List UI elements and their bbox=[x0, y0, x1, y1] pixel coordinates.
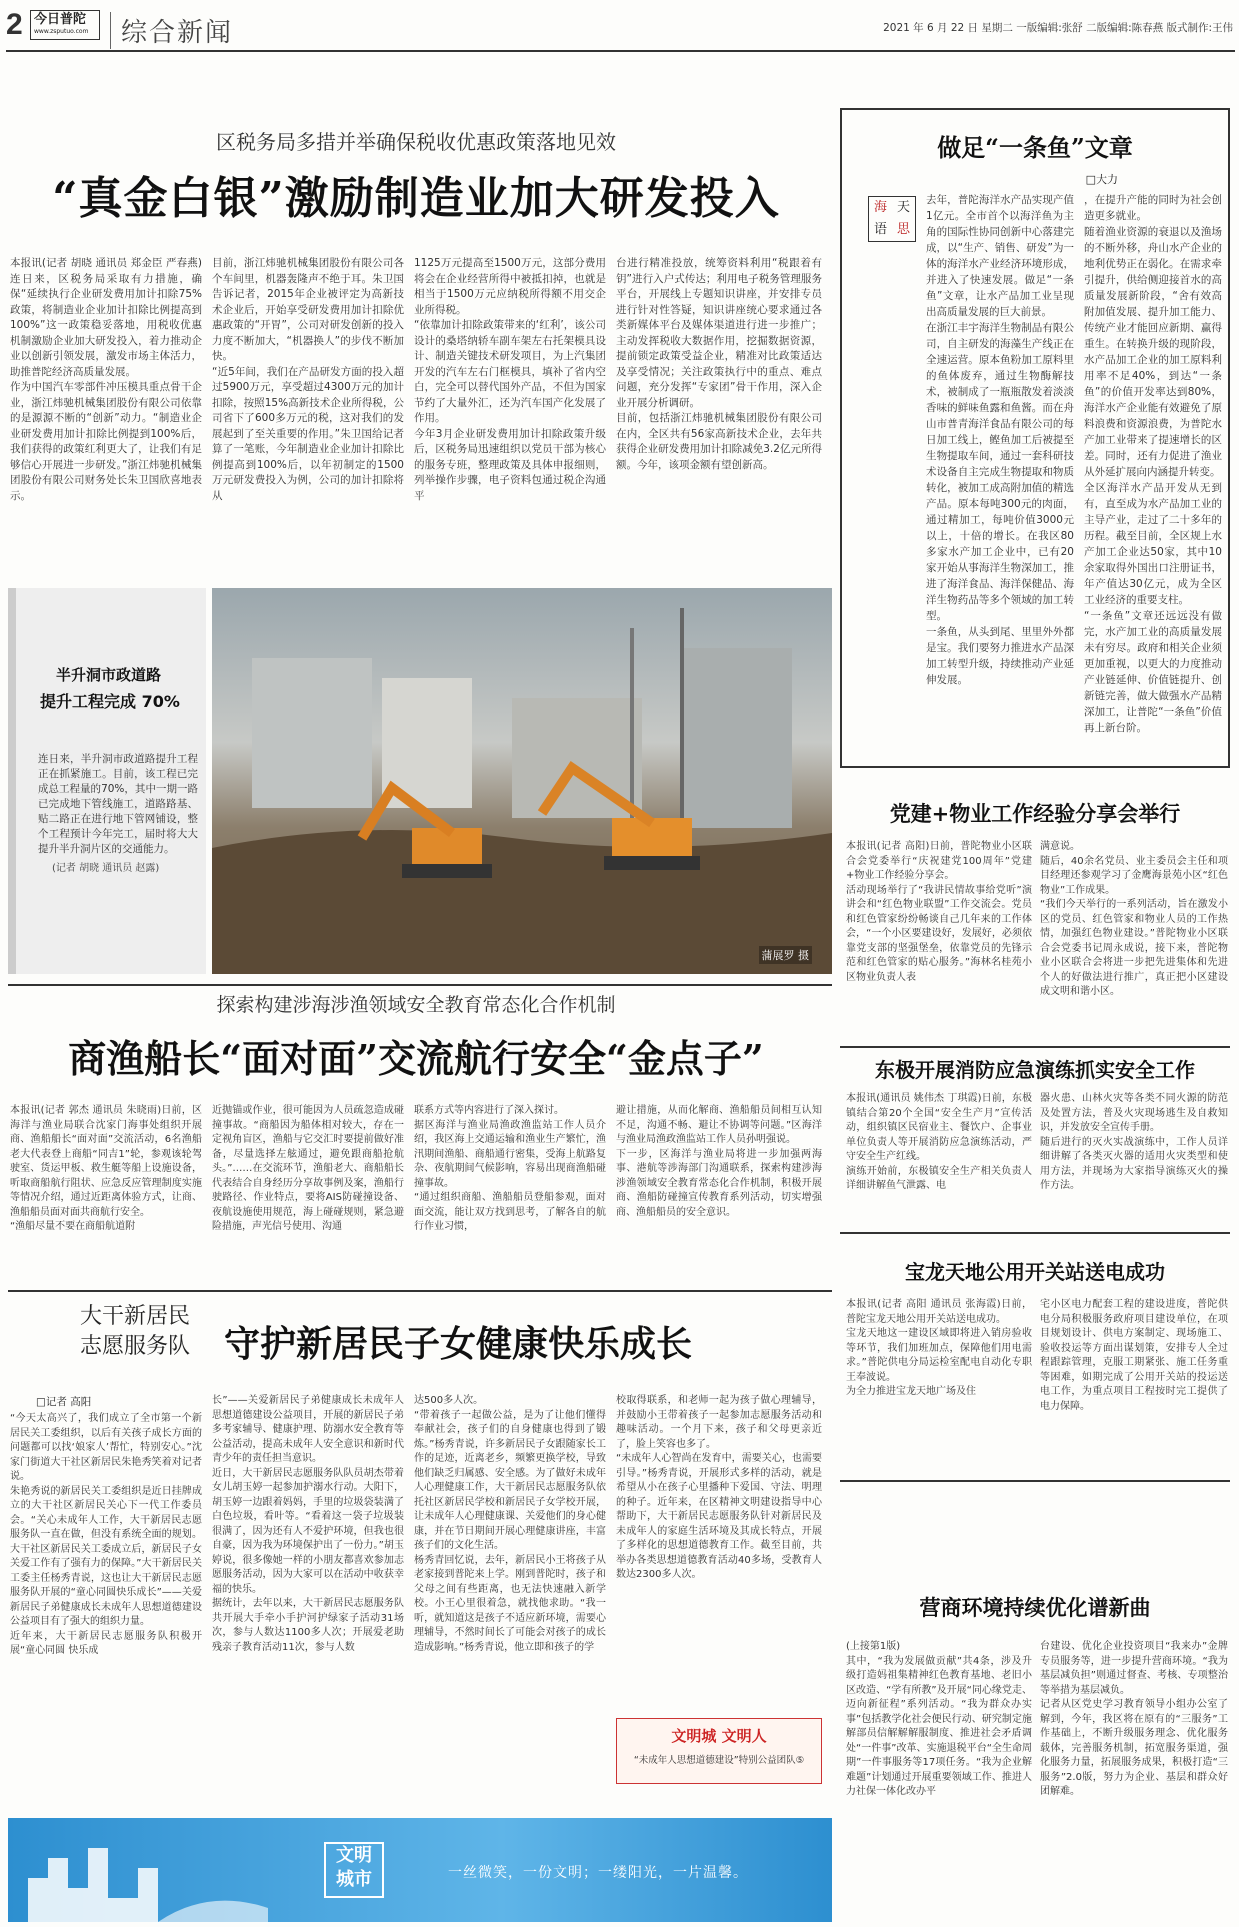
business-column-2: 台建设、优化企业投资项目“我来办”金牌专员服务等，进一步提升营商环境。“我为基层减负担”则通过督查、考核、专项整治等举措为基层减负。 记者从区党史学习教育领导小组办公室了解到，今年，我区将在原有的“三服务”工作基础上，不断升级服务理念、优化服务载体，完善服务机制，拓宽服务渠道，强化服务力量，拓展服务成果，积极打造“三服务”2.0版，努力为企业、基层和群众好团解难。 bbox=[1040, 1641, 1228, 1797]
badge-title: 文明城 文明人 bbox=[671, 1727, 767, 1745]
story1-column-3: 1125万元提高至1500万元，这部分费用将会在企业经营所得中被抵扣掉，也就是相当于1500万元应纳税所得额不用交企业所得税。 “依靠加计扣除政策带来的‘红利’，该公司设计的桑塔纳轿车副车架左右托架模具设计、制造关键技术研发项目，为上汽集团开发的汽车左右门框模具，填补了省内空白，完全可以替代国外产品，不但为国家节约了大量外汇，还为汽车国产化发展了作用。 今年3月企业研发费用加计扣除政策升级后，区税务局迅速组织以党员干部为核心的服务专班，整理政策及具体申报细则，列举操作步骤，电子资料包通过税企沟通平 bbox=[414, 257, 606, 502]
story2-column-2: 近抛锚或作业，很可能因为人员疏忽造成碰撞事故。“商船因为船体相对较大，存在一定视角盲区，渔船与它交汇时要提前做好准备，尽量选择左舷通过，避免跟商船抢航头。”……在交流环节，渔船老大、商船船长代表结合自身经历分享故事例及案，渔船行驶路径、作业特点，要将AIS防碰撞设备、夜航设施使用规范，海上碰碰规则，紧急避险措施，声光信号使用、沟通 bbox=[212, 1105, 404, 1232]
construction-photo bbox=[212, 588, 832, 974]
commentary-column-1: 去年，普陀海洋水产品实现产值1亿元。全市首个以海洋鱼为主角的国际性协同创新中心落建完成，以“生产、销售、研发”为一体的海洋水产业经济环境形成，并进入了快速发展。做足“一条鱼”文章，让水产品加工业呈现出高质量发展的巨大前景。 在浙江丰宇海洋生物制品有限公司，自主研发的海藻生产线正在全速运营。原本鱼粉加工原料里的鱼体废弃，通过生物酶解技术，被制成了一瓶瓶散发着淡淡香味的鲜味鱼露和鱼酱。而在舟山市普青海洋食品有限公司的每日加工线上，鲣鱼加工后被提至生物提取车间，通过一套科研技术设备自主完成生物提取和物质转化，被加工成高附加值的精选产品。原本每吨300元的肉面，通过精加工，每吨价值3000元以上，十倍的增长。在我区80多家水产加工企业中，已有20家开始从事海洋生物深加工，推进了海洋食品、海洋保健品、海洋生物药品等多个领域的加工转型。 一条鱼，从头到尾、里里外外都是宝。我们要努力推进水产品深加工转型升级，持续推动产业延伸发展。 bbox=[926, 194, 1074, 686]
photo-caption: 连日来，半升洞市政道路提升工程正在抓紧施工。目前，该工程已完成总工程量的70%，其中一期一路已完成地下管线施工，道路路基、贴二路正在进行地下管网铺设，整个工程预计今年完工，届时将大大提升半升洞片区的交通能力。 bbox=[38, 753, 198, 855]
business-divider bbox=[840, 1480, 1230, 1482]
story1-column-2: 目前，浙江炜驰机械集团股份有限公司各个车间里，机器轰隆声不绝于耳。朱卫国告诉记者，2015年企业被评定为高新技术企业后，开始享受研发费用加计扣除优惠政策的“开胃”，公司对研发创新的投入力度不断加大，“机器换人”的步伐不断加快。 “近5年间，我们在产品研发方面的投入超过5900万元，享受超过4300万元的加计扣除，按照15%高新技术企业所得税，公司省下了600多万元的税，这对我们的发展起到了至关重要的作用。”朱卫国给记者算了一笔账，今年制造业企业加计扣除比例提高到100%后，以年初制定的1500万元研发费投入为例，公司的加计扣除将从 bbox=[212, 257, 404, 502]
story2-column-3: 联系方式等内容进行了深入探讨。 据区海洋与渔业局渔政渔监站工作人员介绍，我区海上交通运输和渔业生产繁忙，渔汛期间渔船、商船通行密集，受海上航路复杂、夜航期间气候影响，容易出现商渔船碰撞事故。 “通过组织商船、渔船船员登船参观，面对面交流，能让双方找到思考，了解各自的航行作业习惯， bbox=[414, 1105, 606, 1232]
party-column-2: 满意说。 随后，40余名党员、业主委员会主任和项目经理还参观学习了金鹰海景苑小区“红色物业”工作成果。 “我们今天举行的一系列活动，旨在激发小区的党员、红色管家和物业人员的工作热情，加强红色物业建设。”普陀物业小区联合会党委书记周永成说，接下来，普陀物业小区联合会将进一步把先进集体和先进个人的好做法进行推广，真正把小区建设成文明和谐小区。 bbox=[1040, 841, 1228, 997]
banner-logo bbox=[324, 1842, 384, 1898]
photo-title-line2: 提升工程完成 70% bbox=[40, 692, 180, 711]
story1-column-1: 本报讯(记者 胡晓 通讯员 郑金臣 严春燕)连日来，区税务局采取有力措施，确保“延续执行企业研发费用加计扣除75%政策，将制造业企业加计扣除比例提高到100%”这一政策稳妥落地，用税收优惠机制激励企业加大研发投入，着力推动企业以创新引领发展，激发市场主体活力，助推普陀经济高质量发展。 作为中国汽车零部件冲压模具重点骨干企业，浙江炜驰机械集团股份有限公司依靠的是源源不断的“创新”动力。“制造业企业研发费用加计扣除比例提到100%后，我们获得的政策红利更大了，让我们有足够信心开展进一步研发。”浙江炜驰机械集团股份有限公司财务处长朱卫国欣喜地表示。 bbox=[10, 257, 202, 502]
banner-logo-line2: 城市 bbox=[336, 1869, 372, 1890]
power-headline: 宝龙天地公用开关站送电成功 bbox=[905, 1260, 1165, 1284]
story3-column-4: 校取得联系，和老师一起为孩子做心理辅导，并鼓励小王带着孩子一起参加志愿服务活动和趣味活动。一个月下来，孩子和父母更亲近了，脸上笑容也多了。 “未成年人心智尚在发育中，需要关心，也需要引导。”杨秀青说，开展形式多样的活动，就是希望从小在孩子心里播种下爱国、守法、明理的种子。近年来，在区精神文明建设指导中心帮助下，大干新居民志愿服务队针对新居民及未成年人的家庭生活环境及其成长特点，开展了多样化的思想道德教育工作。截至目前，共举办各类思想道德教育活动40多场，受教育人数达2300多人次。 bbox=[616, 1395, 822, 1580]
photo-title-line1: 半升洞市政道路 bbox=[56, 666, 162, 684]
business-headline: 营商环境持续优化谱新曲 bbox=[919, 1595, 1151, 1620]
city-skyline-illustration bbox=[8, 1818, 268, 1922]
power-column-1: 本报讯(记者 高阳 通讯员 张海霞)日前，普陀宝龙天地公用开关站送电成功。 宝龙天地这一建设区域即将进入销房验收等环节，我们加班加点，保障他们用电需求。”普陀供电分局运检室配电自动化专职王奉波说。 为全力推进宝龙天地广场及住 bbox=[846, 1299, 1032, 1397]
story3-column-2: 长”——关爱新居民子弟健康成长未成年人思想道德建设公益项目，开展的新居民子弟多考家辅导、健康护理、防溺水安全教育等公益活动，提高未成年人安全意识和新时代青少年的责任担当意识。 近日，大干新居民志愿服务队队员胡杰带着女儿胡玉婷一起参加护溺水行动。大阳下，胡玉婷一边跟着妈妈，手里的垃圾袋装满了白色垃圾，看叶等。“看着这一袋子垃圾装很满了，因为还有人不爱护环境，但我也很自豪，因为我为环境保护出了一份力。”胡玉婷说，很多像她一样的小朋友都喜欢参加志愿服务活动，因为大家可以在活动中收获幸福的快乐。 据统计，去年以来，大干新居民志愿服务队共开展大手牵小手护河护绿家子活动31场次，参与人数达1100多人次；开展爱老助残亲子教育活动11次，参与人数 bbox=[212, 1395, 404, 1653]
story1-column-4: 台进行精准投放，统筹资料利用“税跟着有钥”进行入户式传达；利用电子税务管理服务平台，开展线上专题知识讲座，并安排专员进行针对性答疑，知识讲座统心要求通过各类新媒体平台及媒体渠道进行进一步推广；主动发挥税收大数据作用，挖掘数据资源，提前锁定政策受益企业，精准对比政策适达及享受情况；关注政策执行中的重点、难点问题，充分发挥“专家团”骨干作用，深入企业开展分析调研。 目前，包括浙江炜驰机械集团股份有限公司在内，全区共有56家高新技术企业，去年共获得企业研发费用加计扣除减免3.2亿元所得额。今年，该项金额有望创新高。 bbox=[616, 257, 822, 471]
story1-kicker: 区税务局多措并举确保税收优惠政策落地见效 bbox=[216, 130, 616, 154]
fire-headline: 东极开展消防应急演练抓实安全工作 bbox=[875, 1058, 1195, 1082]
party-column-1: 本报讯(记者 高阳)日前，普陀物业小区联合会党委举行“庆祝建党100周年”党建+物业工作经验分享会。 活动现场举行了“我讲民情故事给党听”演讲会和“红色物业联盟”工作交流会。党员和红色管家纷纷畅谈自己几年来的工作体会，“一个小区要建设好，发展好，必须依靠党支部的坚强堡垒，依靠党员的先锋示范和红色管家的贴心服务。”海林名桂苑小区物业负责人表 bbox=[846, 841, 1032, 983]
power-divider bbox=[840, 1232, 1230, 1234]
construction-scene-illustration bbox=[212, 588, 832, 974]
logo bbox=[30, 10, 100, 40]
commentary-title: 做足“一条鱼”文章 bbox=[937, 133, 1133, 162]
civilization-badge bbox=[616, 1718, 822, 1784]
story2-column-4: 避让措施，从而化解商、渔船船员间相互认知不足，沟通不畅、避让不协调等问题。”区海洋与渔业局渔政渔监站工作人员孙明强说。 下一步，区海洋与渔业局将进一步加强两海事、港航等涉海部门沟通联系，探索构建涉海涉渔领域安全教育常态化合作机制，积极开展商、渔船防碰撞宣传教育系列活动，切实增强商、渔船船员的安全意识。 bbox=[616, 1105, 822, 1218]
story3-kicker bbox=[60, 1302, 210, 1362]
fire-column-1: 本报讯(通讯员 姚伟杰 丁琪霞)日前，东极镇结合第20个全国“安全生产月”宣传活动，组织镇区民宿业主、餐饮户、企事业单位负责人等开展消防应急演练活动，严守安全生产红线。 演练开始前，东极镇安全生产相关负责人详细讲解鱼气泄露、电 bbox=[846, 1093, 1032, 1191]
story1-headline: “真金白银”激励制造业加大研发投入 bbox=[52, 173, 780, 224]
story2-kicker: 探索构建涉海涉渔领域安全教育常态化合作机制 bbox=[216, 994, 616, 1016]
commentary-box bbox=[840, 108, 1230, 768]
story3-kicker-line2: 志愿服务队 bbox=[79, 1334, 190, 1359]
story3-column-1: “今天太高兴了，我们成立了全市第一个新居民关工委组织，以后有关孩子成长方面的问题都可以找‘娘家人’帮忙，特别安心。”沈家门街道大干社区新居民朱艳秀笑着对记者说。 朱艳秀说的新居民关工委组织是近日挂牌成立的大干社区新居民关心下一代工作委员会。“关心未成年人工作，大干新居民志愿服务队一直在做，但没有系统全面的规划。大干社区新居民关工委成立后，新居民子女关爱工作有了强有力的保障。”大干新居民关工委主任杨秀青说，这也让大干新居民志愿服务队开展的“童心同圆快乐成长”——关爱新居民子弟健康成长未成年人思想道德建设公益项目有了强大的组织力量。 近年来，大干新居民志愿服务队积极开展“童心同圆 快乐成 bbox=[10, 1413, 202, 1656]
story3-divider bbox=[8, 1290, 832, 1292]
story2-divider bbox=[8, 984, 832, 986]
story2-column-1: 本报讯(记者 郭杰 通讯员 朱晓雨)日前，区海洋与渔业局联合沈家门海事处组织开展商、渔船船长“面对面”交流活动，6名渔船老大代表登上商船“同吉1”轮，参观该轮驾驶室、货运甲板、救生艇等船上设施设备，听取商船航行阻状、应急反应管理制度实施等情况介绍，通过近距离体验方式，让商、渔船船员面对面共商航行安全。 “渔船尽量不要在商船航道附 bbox=[10, 1105, 202, 1232]
stamp-char-4: 思 bbox=[896, 222, 910, 237]
story3-column-3: 达500多人次。 “带着孩子一起做公益，是为了让他们懂得奉献社会，孩子们的自身健康也得到了锻炼。”杨秀青说，许多新居民子女跟随家长工作的足迹，近离老乡，频繁更换学校，导致他们缺乏归属感、安全感。为了做好未成年人心理健康工作，大干新居民志愿服务队依托社区新居民学校和新居民子女学校开展，让未成年人心理健康课、关爱他们的身心健康，并在节日期间开展心理健康讲座，丰富孩子们的文化生活。 杨秀青回忆说，去年，新居民小王将孩子从老家接到普陀来上学。刚到普陀时，孩子和父母之间有些距离，也无法快速融入新学校。小王心里很着急，就找他求助。“我一听，就知道这是孩子不适应新环境，需要心理辅导，不然时间长了可能会对孩子的成长造成影响。”杨秀青说，他立即和孩子的学 bbox=[414, 1395, 606, 1653]
section-title: 综合新闻 bbox=[110, 12, 233, 49]
banner-logo-line1: 文明 bbox=[336, 1845, 372, 1866]
civilized-city-banner bbox=[8, 1818, 832, 1922]
photo-news-text bbox=[8, 588, 206, 974]
logo-text: 今日普陀 bbox=[34, 12, 87, 27]
badge-subtitle: “未成年人思想道德建设”特别公益团队⑤ bbox=[633, 1755, 805, 1766]
fire-column-2: 器火患、山林火灾等各类不同火源的防范及处置方法，普及火灾现场逃生及自救知识，并发放安全宣传手册。 随后进行的灭火实战演练中，工作人员详细讲解了各类灭火器的适用火灾类型和使用方法，并现场为大家指导演练灭火的操作方法。 bbox=[1040, 1093, 1228, 1191]
page-number: 2 bbox=[6, 8, 23, 41]
dateline: 2021 年 6 月 22 日 星期二 一版编辑:张舒 二版编辑:陈春燕 版式制作:王伟 bbox=[883, 22, 1233, 34]
party-headline: 党建+物业工作经验分享会举行 bbox=[889, 801, 1181, 826]
fire-divider bbox=[840, 1046, 1230, 1048]
stamp-char-3: 语 bbox=[873, 222, 887, 237]
logo-url: www.zsputuo.com bbox=[34, 28, 89, 35]
photographer-credit: 蒲展罗 摄 bbox=[759, 946, 813, 964]
story2-headline: 商渔船长“面对面”交流航行安全“金点子” bbox=[68, 1036, 764, 1081]
power-column-2: 宅小区电力配套工程的建设进度，普陀供电分局积极服务政府项目建设单位，在项目规划设计、供电方案制定、现场施工、验收投运等方面出谋划策，安排专人全过程跟踪管理，克服工期紧张、施工任务重等困难，如期完成了公用开关站的投运送电工作，为重点项目工程按时完工提供了电力保障。 bbox=[1040, 1299, 1228, 1412]
banner-slogan: 一丝微笑，一份文明；一缕阳光，一片温馨。 bbox=[448, 1865, 748, 1881]
photo-credit: (记者 胡晓 通讯员 赵露) bbox=[52, 863, 160, 874]
commentary-column-2: ，在提升产能的同时为社会创造更多就业。 随着渔业资源的衰退以及渔场的不断外移，舟山水产企业的地利优势正在弱化。在需求牵引提升，供给侧迎接首水的高质量发展新阶段，“舍有效高附加值发展、提升加工能力、传统产业才能回应新期、赢得重生。在转换升级的现阶段，水产品加工企业的加工原料利用率不足40%，到达“一条鱼”的价值开发率达到80%，海洋水产企业能有效避免了原料浪费和资源浪费，为普陀水产加工业带来了提速增长的区差。同时，还有力促进了渔业从外延扩展向内涵提升转变。 全区海洋水产品开发从无到有，直至成为水产品加工业的主导产业，走过了二十多年的历程。截至目前，全区规上水产加工企业达50家，其中10余家取得外国出口注册证书，年产值达30亿元，成为全区工业经济的重要支柱。 “一条鱼”文章还远远没有做完，水产加工业的高质量发展未有穷尽。政府和相关企业须更加重视，以更大的力度推动产业链延伸、价值链提升、创新链完善，做大做强水产品精深加工，让普陀“一条鱼”价值再上新台阶。 bbox=[1084, 194, 1222, 734]
story3-headline: 守护新居民子女健康快乐成长 bbox=[224, 1323, 693, 1365]
commentary-author: □大力 bbox=[1085, 173, 1118, 186]
column-stamp bbox=[868, 196, 916, 242]
stamp-char-2: 天 bbox=[896, 200, 910, 215]
masthead bbox=[6, 4, 1235, 52]
stamp-char-1: 海 bbox=[873, 200, 887, 215]
business-column-1: (上接第1版) 其中，“我为发展做贡献”共4条，涉及升级打造妈祖集精神红色教育基地、老旧小区改造、“学有所教”及开展“同心缘党走、迈向新征程”系列活动。“我为群众办实事”包括教学化社会便民行动、研究制定施解部员信解解解服制度、推进社会矛盾调处“一件事”改革、实施退税平台“全生命周期”一件事服务等17项任务。“我为企业解难题”计划通过开展重要领域工作、推进人力社保一体化改办平 bbox=[846, 1641, 1032, 1797]
story3-kicker-line1: 大干新居民 bbox=[79, 1304, 190, 1329]
story3-byline: □记者 高阳 bbox=[36, 1396, 92, 1408]
